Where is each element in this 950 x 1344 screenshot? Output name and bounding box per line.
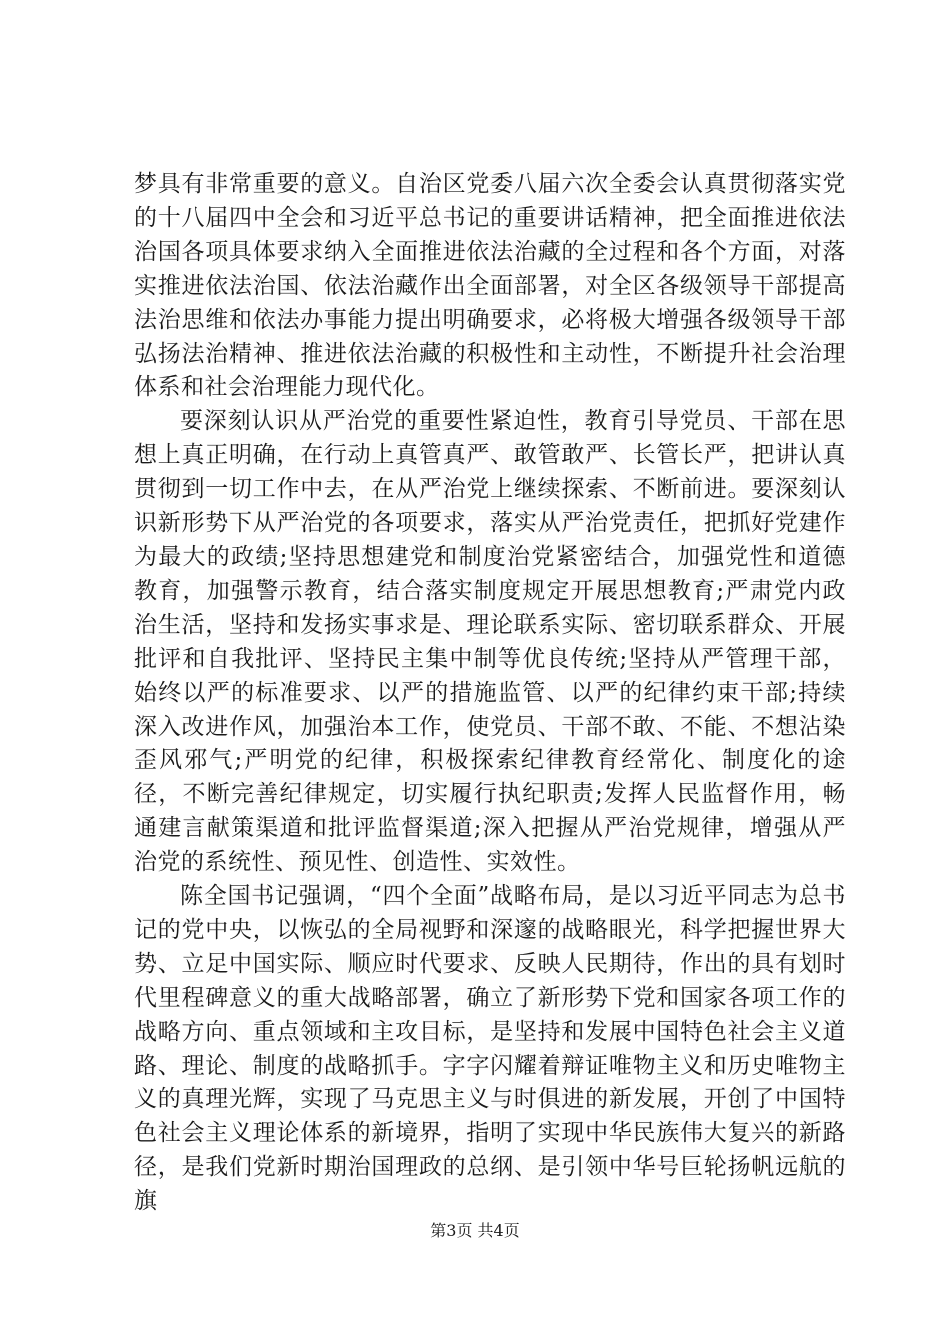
document-body	[134, 168, 846, 1219]
page-footer: 第3页 共4页	[430, 1221, 520, 1240]
paragraph-party-discipline: 要深刻认识从严治党的重要性紧迫性，教育引导党员、干部在思想上真正明确，在行动上真管真严、敢管敢严、长管长严，把讲认真贯彻到一切工作中去，在从严治党上继续探索、不断前进。要深刻认识新形势下从严治党的各项要求，落实从严治党责任，把抓好党建作为最大的政绩;坚持思想建党和制度治党紧密结合，加强党性和道德教育，加强警示教育，结合落实制度规定开展思想教育;严肃党内政治生活，坚持和发扬实事求是、理论联系实际、密切联系群众、开展批评和自我批评、坚持民主集中制等优良传统;坚持从严管理干部，始终以严的标准要求、以严的措施监管、以严的纪律约束干部;持续深入改进作风，加强治本工作，使党员、干部不敢、不能、不想沾染歪风邪气;严明党的纪律，积极探索纪律教育经常化、制度化的途径，不断完善纪律规定，切实履行执纪职责;发挥人民监督作用，畅通建言献策渠道和批评监督渠道;深入把握从严治党规律，增强从严治党的系统性、预见性、创造性、实效性。	[134, 408, 846, 876]
paragraph-continuation: 梦具有非常重要的意义。自治区党委八届六次全委会认真贯彻落实党的十八届四中全会和习近平总书记的重要讲话精神，把全面推进依法治国各项具体要求纳入全面推进依法治藏的全过程和各个方面，对落实推进依法治国、依法治藏作出全面部署，对全区各级领导干部提高法治思维和依法办事能力提出明确要求，必将极大增强各级领导干部弘扬法治精神、推进依法治藏的积极性和主动性，不断提升社会治理体系和社会治理能力现代化。	[134, 171, 846, 401]
paragraph-four-comprehensives: 陈全国书记强调，“四个全面”战略布局，是以习近平同志为总书记的党中央，以恢弘的全局视野和深邃的战略眼光，科学把握世界大势、立足中国实际、顺应时代要求、反映人民期待，作出的具有划时代里程碑意义的重大战略部署，确立了新形势下党和国家各项工作的战略方向、重点领域和主攻目标，是坚持和发展中国特色社会主义道路、理论、制度的战略抓手。字字闪耀着辩证唯物主义和历史唯物主义的真理光辉，实现了马克思主义与时俱进的新发展，开创了中国特色社会主义理论体系的新境界，指明了实现中华民族伟大复兴的新路径，是我们党新时期治国理政的总纲、是引领中华号巨轮扬帆远航的旗	[134, 883, 846, 1215]
